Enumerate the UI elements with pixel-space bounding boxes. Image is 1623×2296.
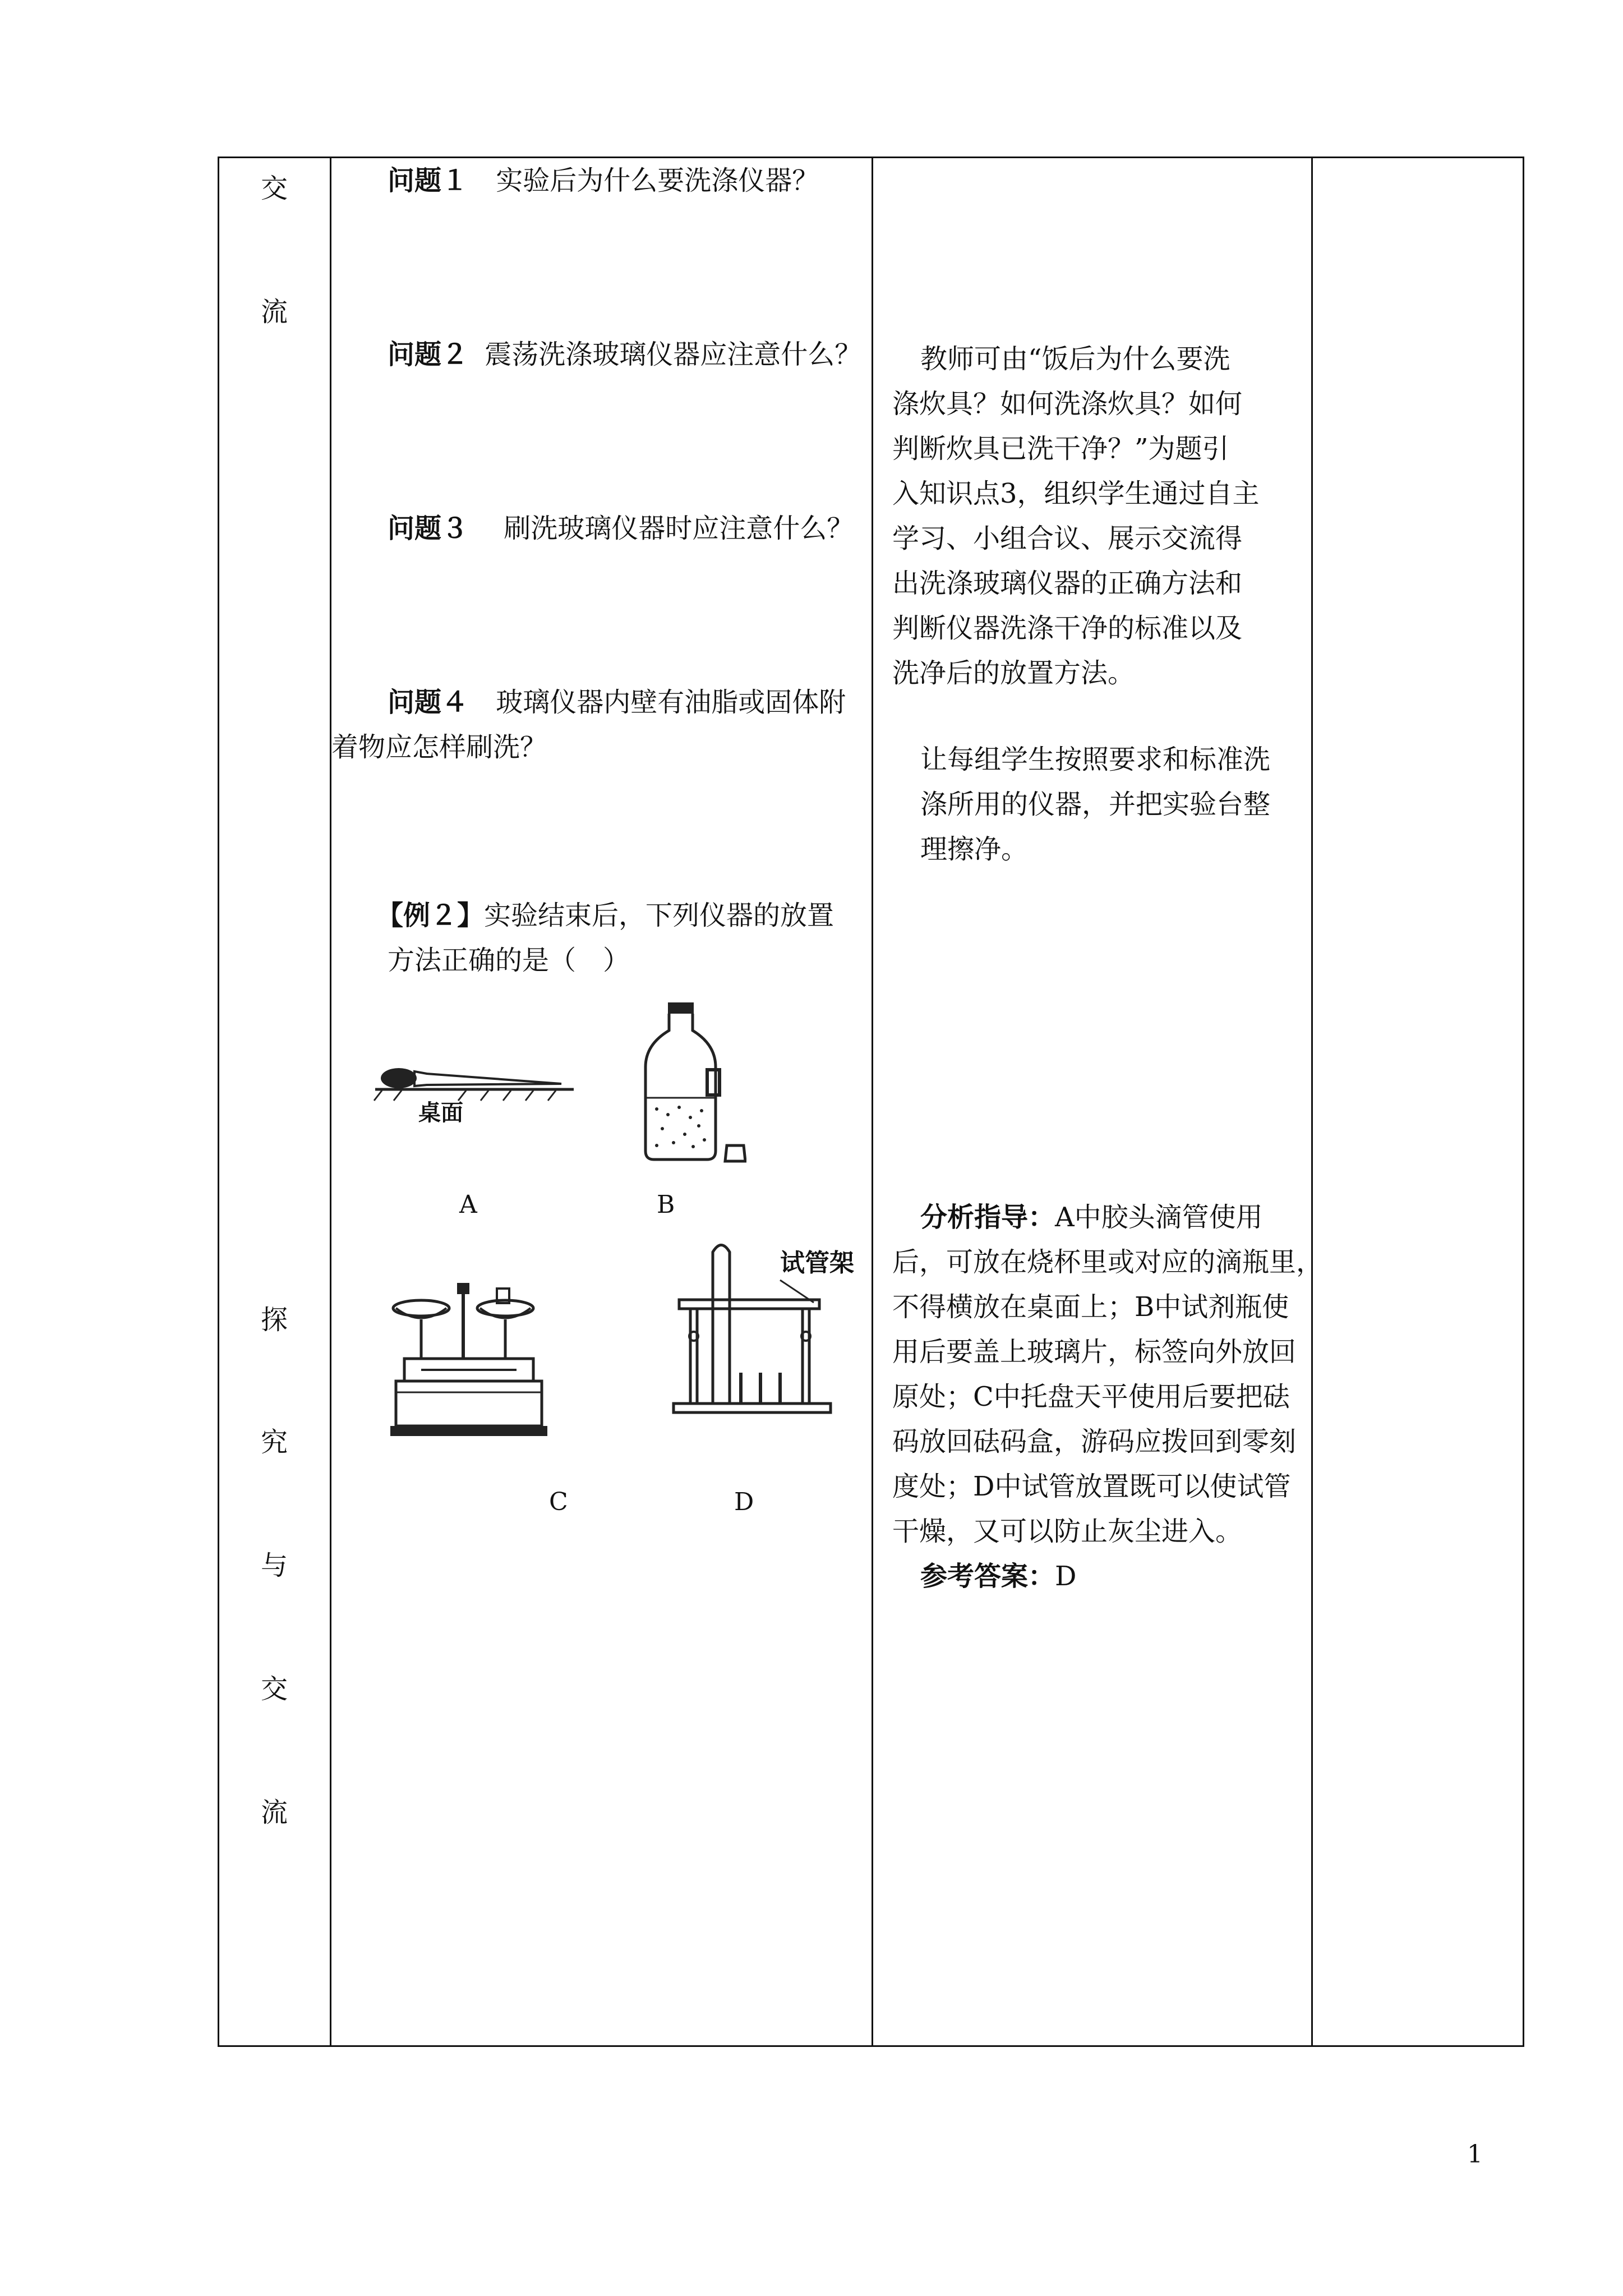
section-label-char: 交 xyxy=(261,173,288,204)
example-text: 实验结束后，下列仪器的放置 xyxy=(484,900,834,931)
column-divider xyxy=(872,158,873,2045)
teacher-note-line: 判断仪器洗涤干净的标准以及 xyxy=(892,613,1243,644)
question-text: 实验后为什么要洗涤仪器？ xyxy=(496,165,819,196)
figure-d-caption: D xyxy=(734,1488,754,1516)
example-line2: 方法正确的是（ ） xyxy=(388,945,630,976)
figure-a-label: 桌面 xyxy=(418,1100,463,1126)
figure-d-label: 试管架 xyxy=(780,1249,854,1277)
analysis-line: 原处；C中托盘天平使用后要把砝 xyxy=(892,1381,1290,1412)
analysis-line: 用后要盖上玻璃片，标签向外放回 xyxy=(892,1336,1297,1368)
teacher-note-line: 让每组学生按照要求和标准洗 xyxy=(920,744,1271,775)
page-number: 1 xyxy=(1467,2140,1483,2169)
reagent-bottle-figure xyxy=(634,1000,746,1168)
figure-a-caption: A xyxy=(459,1190,477,1219)
analysis-line: 不得横放在桌面上；B中试剂瓶使 xyxy=(892,1291,1289,1323)
dropper-on-table-figure xyxy=(371,1061,578,1134)
analysis-line: 干燥，又可以防止灰尘进入。 xyxy=(892,1516,1243,1547)
section-label-char: 究 xyxy=(261,1427,288,1458)
section-label-char: 交 xyxy=(261,1673,288,1705)
teacher-note-line: 出洗涤玻璃仪器的正确方法和 xyxy=(892,568,1243,599)
teacher-note-line: 判断炊具已洗干净？”为题引 xyxy=(892,433,1229,464)
analysis-line: 度处；D中试管放置既可以使试管 xyxy=(892,1471,1291,1502)
answer-label: 参考答案： xyxy=(920,1561,1055,1592)
example-line1 xyxy=(376,893,834,938)
question-label: 问题２ xyxy=(388,339,469,370)
lesson-table xyxy=(218,157,1524,2047)
question-label: 问题３ xyxy=(388,513,469,544)
analysis-line1 xyxy=(920,1195,1263,1240)
section-label-char: 流 xyxy=(261,296,288,328)
teacher-note-line: 入知识点3，组织学生通过自主 xyxy=(892,478,1260,509)
column-divider xyxy=(330,158,331,2045)
answer-value: D xyxy=(1055,1561,1077,1592)
question-1 xyxy=(388,158,819,203)
analysis-line: 码放回砝码盒，游码应拨回到零刻 xyxy=(892,1426,1297,1457)
question-4 xyxy=(388,680,846,725)
question-label: 问题４ xyxy=(388,687,469,718)
section-label-char: 流 xyxy=(261,1797,288,1828)
teacher-note-line: 涤所用的仪器，并把实验台整 xyxy=(920,789,1271,820)
figure-c-caption: C xyxy=(549,1488,568,1516)
example-label: 【例２】 xyxy=(376,900,485,931)
figure-b-caption: B xyxy=(657,1190,675,1219)
section-label-char: 与 xyxy=(261,1550,288,1581)
question-3 xyxy=(388,506,854,551)
balance-figure xyxy=(388,1280,550,1448)
analysis-label: 分析指导： xyxy=(920,1202,1055,1233)
teacher-note-line: 教师可由“饭后为什么要洗 xyxy=(920,343,1230,375)
analysis-text: A中胶头滴管使用 xyxy=(1055,1202,1263,1233)
question-text: 刷洗玻璃仪器时应注意什么？ xyxy=(504,513,854,544)
analysis-line: 后，可放在烧杯里或对应的滴瓶里， xyxy=(892,1246,1324,1278)
answer-line xyxy=(920,1554,1077,1599)
question-text: 玻璃仪器内壁有油脂或固体附 xyxy=(496,687,846,718)
question-2 xyxy=(388,332,861,377)
question-4-line2: 着物应怎样刷洗？ xyxy=(331,731,547,763)
column-divider xyxy=(1311,158,1313,2045)
question-label: 问题１ xyxy=(388,165,469,196)
question-text: 震荡洗涤玻璃仪器应注意什么？ xyxy=(485,339,862,370)
teacher-note-line: 涤炊具？如何洗涤炊具？如何 xyxy=(892,388,1243,420)
teacher-note-line: 理擦净。 xyxy=(920,834,1029,865)
section-label-char: 探 xyxy=(261,1304,288,1336)
teacher-note-line: 学习、小组合议、展示交流得 xyxy=(892,523,1243,554)
teacher-note-line: 洗净后的放置方法。 xyxy=(892,657,1135,689)
